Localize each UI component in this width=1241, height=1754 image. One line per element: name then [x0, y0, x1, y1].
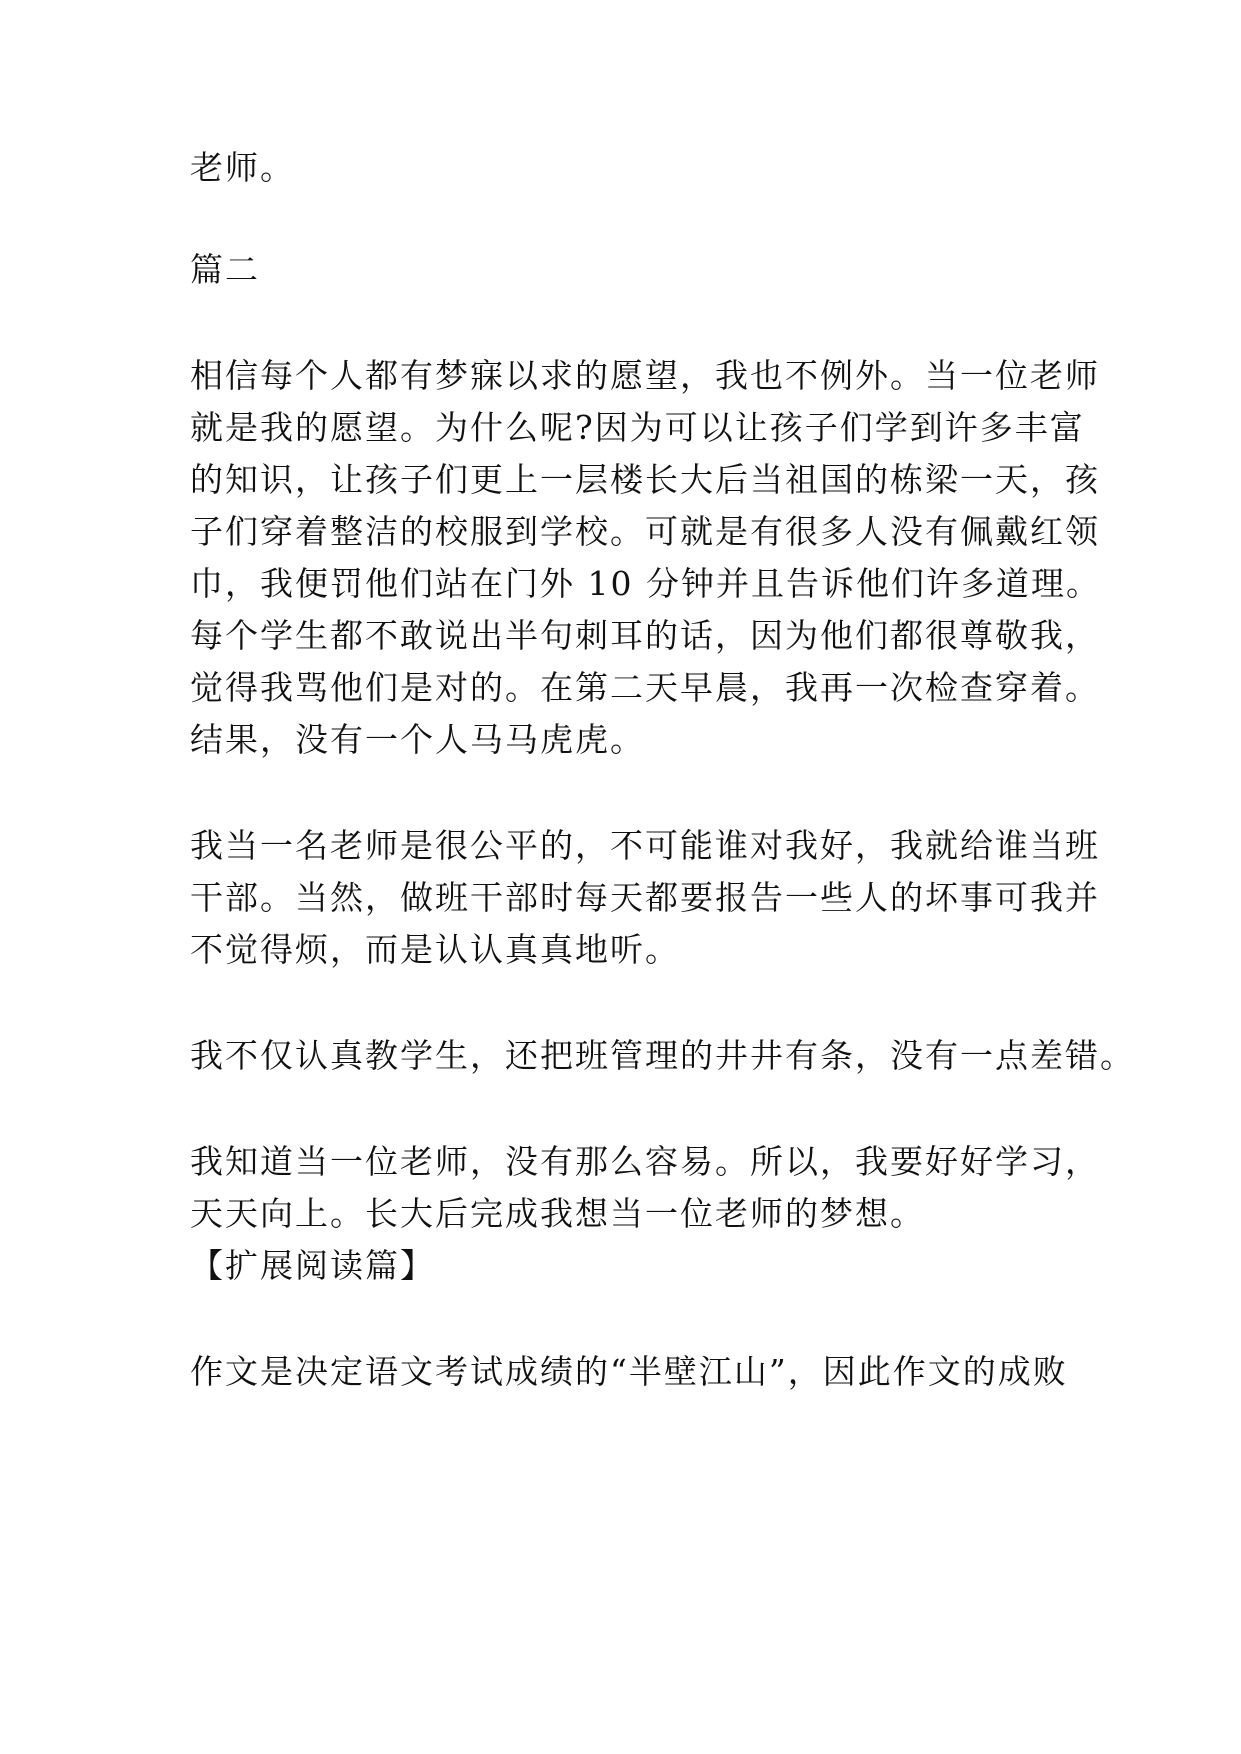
paragraph-line: 不觉得烦，而是认认真真地听。 [190, 930, 680, 969]
extended-reading-heading: 【扩展阅读篇】 [190, 1246, 435, 1285]
section-heading: 篇二 [190, 250, 260, 289]
paragraph-line: 觉得我骂他们是对的。在第二天早晨，我再一次检查穿着。 [190, 668, 1100, 707]
extended-reading-paragraph: 作文是决定语文考试成绩的“半壁江山”，因此作文的成败 [190, 1352, 1068, 1391]
paragraph-line: 巾，我便罚他们站在门外 10 分钟并且告诉他们许多道理。 [190, 564, 1101, 603]
paragraph-line: 天天向上。长大后完成我想当一位老师的梦想。 [190, 1194, 925, 1233]
fragment-end-text: 老师。 [190, 148, 295, 187]
paragraph-line: 每个学生都不敢说出半句刺耳的话，因为他们都很尊敬我， [190, 616, 1100, 655]
paragraph-line: 我当一名老师是很公平的，不可能谁对我好，我就给谁当班 [190, 826, 1100, 865]
paragraph-line: 结果，没有一个人马马虎虎。 [190, 720, 645, 759]
paragraph-line: 相信每个人都有梦寐以求的愿望，我也不例外。当一位老师 [190, 356, 1100, 395]
paragraph-line: 的知识，让孩子们更上一层楼长大后当祖国的栋梁一天，孩 [190, 460, 1100, 499]
paragraph-line: 我不仅认真教学生，还把班管理的井井有条，没有一点差错。 [190, 1036, 1135, 1075]
paragraph-line: 干部。当然，做班干部时每天都要报告一些人的坏事可我并 [190, 878, 1100, 917]
paragraph-line: 我知道当一位老师，没有那么容易。所以，我要好好学习， [190, 1142, 1100, 1181]
paragraph-line: 子们穿着整洁的校服到学校。可就是有很多人没有佩戴红领 [190, 512, 1100, 551]
paragraph-line: 就是我的愿望。为什么呢?因为可以让孩子们学到许多丰富 [190, 408, 1085, 447]
